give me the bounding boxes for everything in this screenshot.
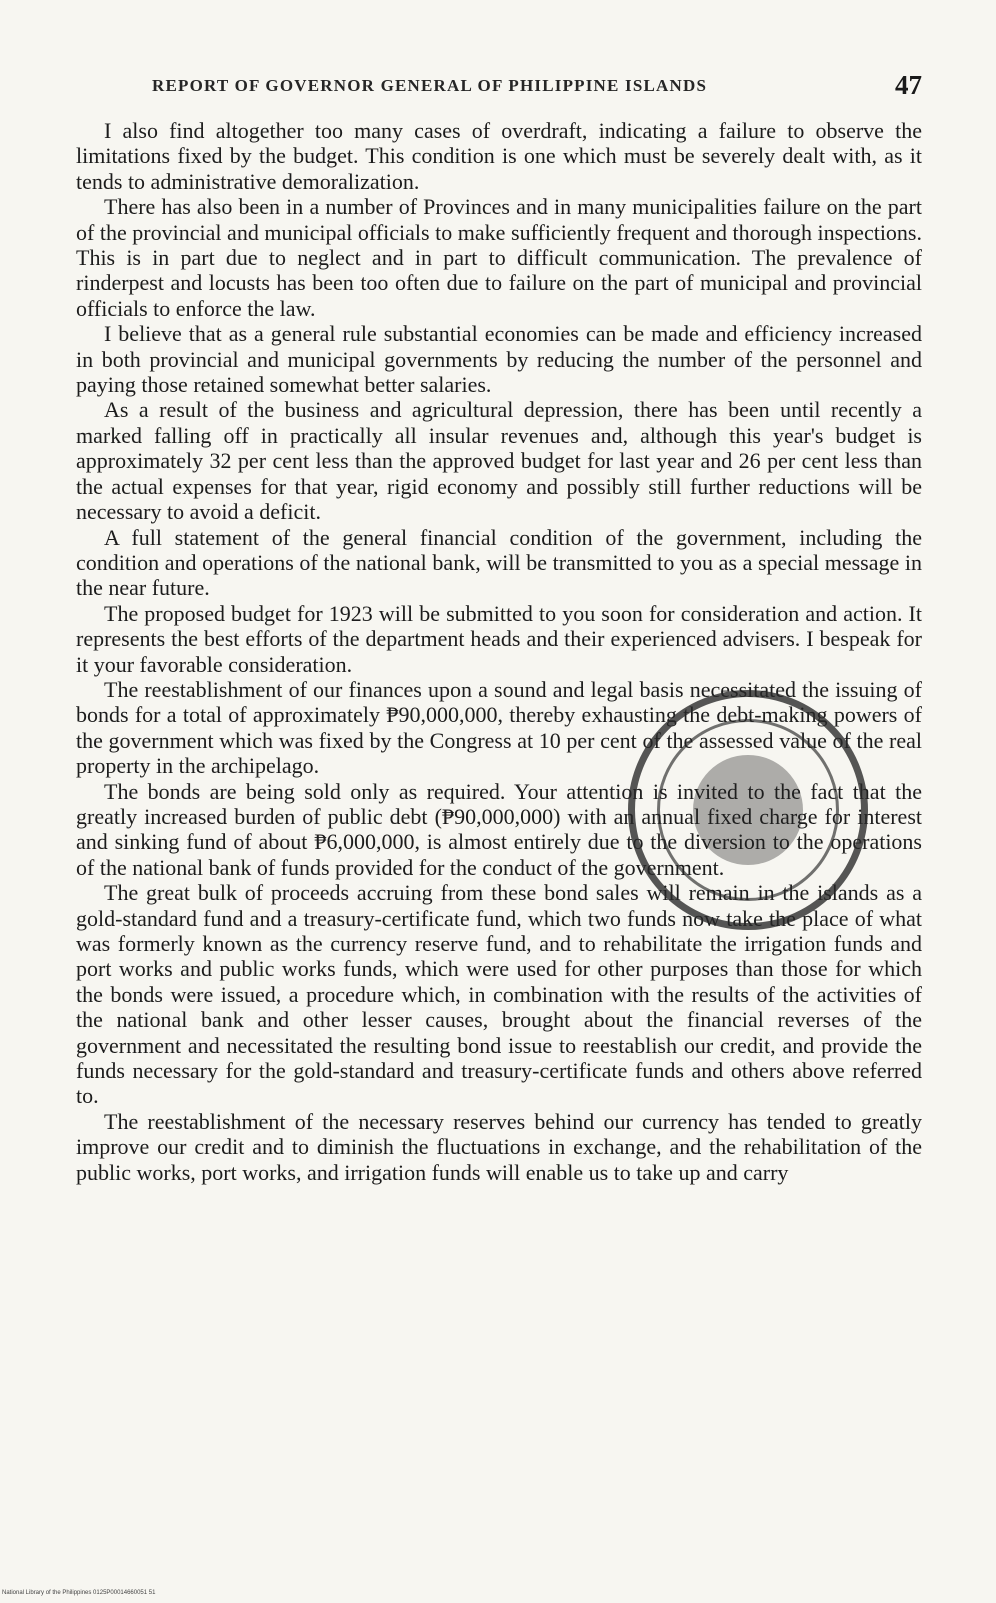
paragraph-10: The reestablishment of the necessary reserves behind our currency has tended to greatly improve our credit and to diminish the fluctuations in exchange, and the rehabilitation of the public works, port works, and irrigation funds will enable us to take up and carry	[76, 1108, 922, 1185]
paragraph-1: I also find altogether too many cases of overdraft, indicating a failure to observe the limitations fixed by the budget. This condition is one which must be severely dealt with, as it tends to administrative demoralization.	[76, 118, 922, 194]
paragraph-9: The great bulk of proceeds accruing from these bond sales will remain in the islands as a gold-standard fund and a treasury-certificate fund, which two funds now take the place of what was formerly known as the currency reserve fund, and to rehabilitate the irrigation funds and port works and public works funds, which were used for other purposes than those for which the bonds were issued, a procedure which, in combination with the results of the activities of the national bank and other lesser causes, brought about the financial reverses of the government and necessitated the resulting bond issue to reestablish our credit, and provide the funds necessary for the gold-standard and treasury-certificate funds and others above referred to.	[76, 880, 922, 1109]
library-stamp	[628, 690, 868, 930]
header-title: REPORT OF GOVERNOR GENERAL OF PHILIPPINE ISLANDS	[152, 76, 708, 95]
paragraph-5: A full statement of the general financial condition of the government, including the condition and operations of the national bank, will be transmitted to you as a special message in the near future.	[76, 524, 922, 601]
paragraph-4: As a result of the business and agricultural depression, there has been until recently a marked falling off in practically all insular revenues and, although this year's budget is approximately 32 per cent less than the approved budget for last year and 26 per cent less than the actual expenses for that year, rigid economy and possibly still further reductions will be necessary to avoid a deficit.	[76, 397, 922, 525]
paragraph-8: The bonds are being sold only as required. Your attention is invited to the fact that the greatly increased burden of public debt (₱90,000,000) with an annual fixed charge for interest and sinking fund of about ₱6,000,000, is almost entirely due to the diversion to the operations of the national bank of funds provided for the conduct of the government.	[76, 778, 922, 880]
paragraph-3: I believe that as a general rule substantial economies can be made and efficiency increased in both provincial and municipal governments by reducing the number of the personnel and paying those retained somewhat better salaries.	[76, 321, 922, 398]
paragraph-6: The proposed budget for 1923 will be submitted to you soon for consideration and action. It represents the best efforts of the department heads and their experienced advisers. I bespeak for it your favorable consideration.	[76, 600, 922, 677]
page-number: 47	[895, 70, 922, 100]
running-header	[152, 72, 922, 106]
paragraph-2: There has also been in a number of Provinces and in many municipalities failure on the part of the provincial and municipal officials to make sufficiently frequent and thorough inspections. This is in part due to neglect and in part to difficult communication. The prevalence of rinderpest and locusts has been too often due to failure on the part of municipal and provincial officials to enforce the law.	[76, 194, 922, 321]
paragraph-7: The reestablishment of our finances upon a sound and legal basis necessitated the issuing of bonds for a total of approximately ₱90,000,000, thereby exhausting the debt-making powers of the government which was fixed by the Congress at 10 per cent of the assessed value of the real property in the archipelago.	[76, 676, 922, 779]
scan-footer: National Library of the Philippines 0125P00014660051 51	[2, 1590, 156, 1596]
stamp-core	[693, 755, 803, 865]
body-text	[76, 118, 922, 1185]
